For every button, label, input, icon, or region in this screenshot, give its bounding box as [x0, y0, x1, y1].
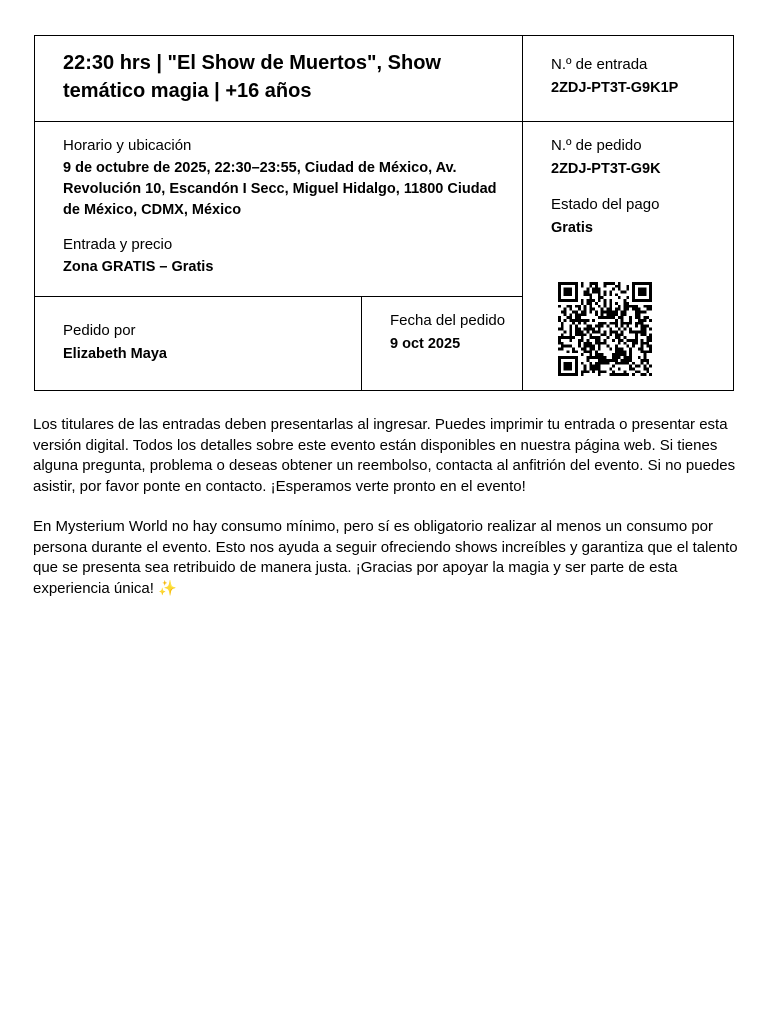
order-date: 9 oct 2025: [390, 336, 461, 352]
divider-vertical-bottom: [361, 296, 362, 390]
order-date-label: Fecha del pedido: [390, 312, 506, 329]
entry-value: Zona GRATIS – Gratis: [63, 259, 214, 275]
schedule-cell: [63, 136, 503, 278]
order-info-cell: [551, 136, 726, 239]
event-title-cell: [63, 49, 503, 105]
ticket-card: [34, 35, 734, 391]
ticket-number-cell: [551, 55, 726, 99]
order-number-label: N.º de pedido: [551, 137, 642, 154]
ticket-number-label: N.º de entrada: [551, 56, 648, 73]
notes-paragraph-2: En Mysterium World no hay consumo mínimo, pero sí es obligatorio realizar al menos un consumo por persona durante el evento. Esto nos ayuda a seguir ofreciendo shows increíbles y garantiza que el talento que se presenta sea retribuido de manera justa. ¡Gracias por apoyar la magia y ser parte de esta experiencia única! ✨: [33, 518, 738, 597]
schedule-label: Horario y ubicación: [63, 137, 192, 154]
ordered-by: Elizabeth Maya: [63, 346, 167, 362]
ordered-by-cell: [63, 321, 353, 365]
divider-horizontal-left: [35, 296, 522, 297]
order-date-cell: [390, 311, 510, 355]
payment-status: Gratis: [551, 220, 593, 236]
divider-horizontal-top: [35, 121, 733, 122]
ticket-number: 2ZDJ-PT3T-G9K1P: [551, 80, 679, 96]
divider-vertical-main: [522, 36, 523, 390]
qr-code-icon: [555, 282, 655, 376]
order-number: 2ZDJ-PT3T-G9K: [551, 161, 661, 177]
entry-label: Entrada y precio: [63, 236, 173, 253]
notes-paragraph-1: Los titulares de las entradas deben presentarlas al ingresar. Puedes imprimir tu entrada o presentar esta versión digital. Todos los detalles sobre este evento están disponibles en nuestra página web. Si tienes alguna pregunta, problema o deseas obtener un reembolso, contacta al anfitrión del evento. Si no puedes asistir, por favor ponte en contacto. ¡Esperamos verte pronto en el evento!: [33, 416, 736, 495]
schedule-value: 9 de octubre de 2025, 22:30–23:55, Ciudad de México, Av. Revolución 10, Escandón I Secc, Miguel Hidalgo, 11800 Ciudad de México, CDMX, México: [63, 160, 497, 218]
event-title: 22:30 hrs | "El Show de Muertos", Show temático magia | +16 años: [63, 52, 441, 102]
ordered-by-label: Pedido por: [63, 322, 136, 339]
payment-status-label: Estado del pago: [551, 196, 660, 213]
